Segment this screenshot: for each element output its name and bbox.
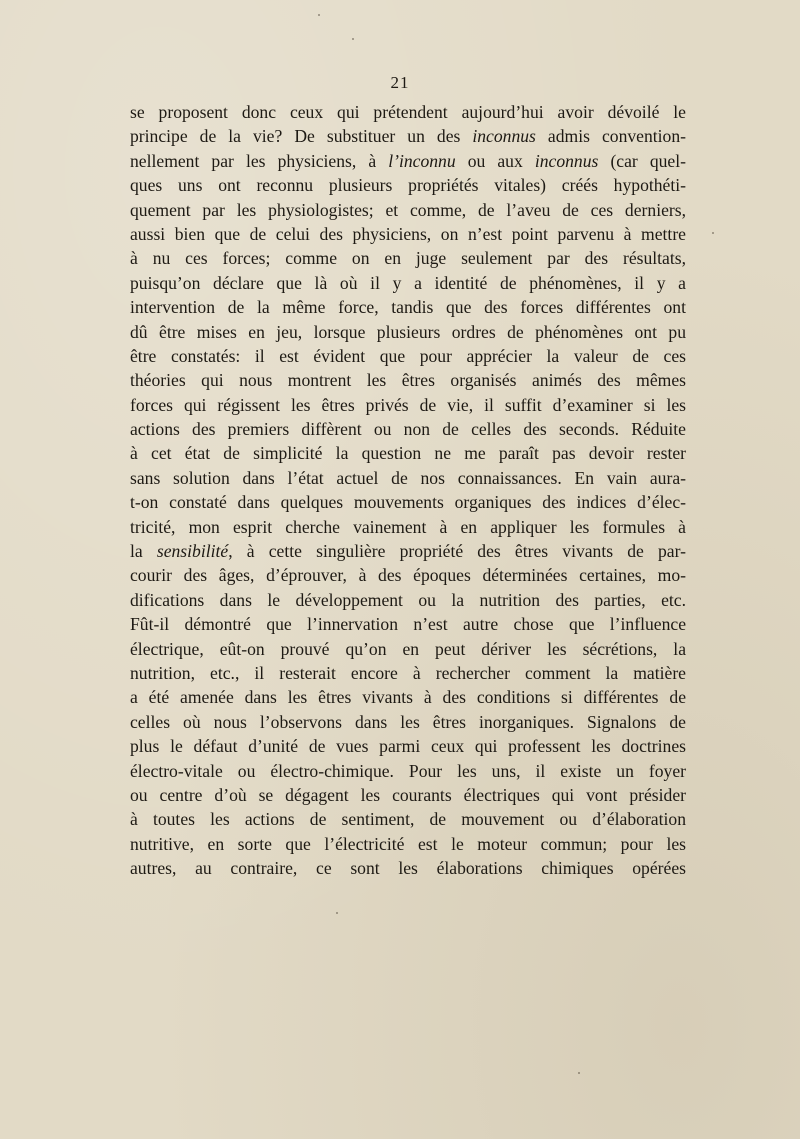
text-segment: aussi bien que de celui des physiciens, on n’est point parvenu à mettre: [130, 223, 686, 244]
text-line: [130, 344, 686, 368]
text-segment: électro-vitale ou électro-chimique. Pour les uns, il existe un foyer: [130, 760, 686, 781]
text-segment: théories qui nous montrent les êtres organisés animés des mêmes: [130, 370, 686, 391]
page-number: 21: [390, 73, 410, 92]
text-line: [130, 393, 686, 417]
text-line: [130, 149, 686, 173]
text-line: [130, 588, 686, 612]
text-line: [130, 441, 686, 465]
text-line: [130, 832, 686, 856]
paper-speck: [318, 14, 320, 16]
text-segment: a été amenée dans les êtres vivants à des conditions si différentes de: [130, 687, 686, 708]
text-segment: actions des premiers diffèrent ou non de celles des seconds. Réduite: [130, 419, 686, 440]
text-line: [130, 710, 686, 734]
text-line: [130, 100, 686, 124]
text-line: [130, 856, 686, 880]
text-line: [130, 734, 686, 758]
text-line: [130, 246, 686, 270]
text-line: [130, 466, 686, 490]
text-line: [130, 612, 686, 636]
italic-text: inconnus: [472, 126, 536, 147]
text-line: [130, 515, 686, 539]
text-line: [130, 320, 686, 344]
text-segment: plus le défaut d’unité de vues parmi ceux qui professent les doctrines: [130, 736, 686, 757]
text-segment: Fût-il démontré que l’innervation n’est autre chose que l’influence: [130, 614, 686, 635]
text-segment: à nu ces forces; comme on en juge seulement par des résultats,: [130, 248, 686, 269]
text-line: [130, 807, 686, 831]
italic-text: sensibilité: [156, 541, 229, 562]
text-segment: celles où nous l’observons dans les êtres inorganiques. Signalons de: [130, 711, 686, 732]
text-segment: principe de la vie? De substituer un des: [130, 126, 473, 147]
text-line: [130, 198, 686, 222]
text-line: [130, 783, 686, 807]
paper-speck: [336, 912, 338, 914]
italic-text: inconnus: [534, 150, 599, 171]
text-segment: admis convention-: [535, 126, 686, 147]
text-line: [130, 417, 686, 441]
text-segment: quement par les physiologistes; et comme, de l’aveu de ces derniers,: [130, 199, 686, 220]
body-text: [130, 100, 686, 881]
text-segment: (car quel-: [598, 150, 686, 171]
paper-speck: [352, 38, 354, 40]
text-line: [130, 759, 686, 783]
text-segment: ou centre d’où se dégagent les courants électriques qui vont présider: [130, 784, 686, 805]
text-segment: forces qui régissent les êtres privés de vie, il suffit d’examiner si les: [130, 394, 686, 415]
text-line: [130, 271, 686, 295]
text-segment: puisqu’on déclare que là où il y a identité de phénomènes, il y a: [130, 272, 686, 293]
text-segment: à cet état de simplicité la question ne me paraît pas devoir rester: [130, 443, 686, 464]
text-line: [130, 368, 686, 392]
text-segment: ou aux: [455, 150, 535, 171]
text-segment: intervention de la même force, tandis que des forces différentes ont: [130, 297, 686, 318]
text-segment: t-on constaté dans quelques mouvements organiques des indices d’élec-: [130, 492, 686, 513]
text-segment: , à cette singulière propriété des êtres vivants de par-: [228, 541, 686, 562]
italic-text: l’inconnu: [388, 150, 456, 171]
text-segment: être constatés: il est évident que pour apprécier la valeur de ces: [130, 345, 686, 366]
text-line: [130, 222, 686, 246]
text-segment: nellement par les physiciens, à: [130, 150, 389, 171]
text-segment: difications dans le développement ou la nutrition des parties, etc.: [130, 589, 686, 610]
text-line: [130, 539, 686, 563]
text-line: [130, 173, 686, 197]
text-segment: nutritive, en sorte que l’électricité est le moteur commun; pour les: [130, 833, 686, 854]
text-segment: courir des âges, d’éprouver, à des époques déterminées certaines, mo-: [130, 565, 686, 586]
text-line: [130, 490, 686, 514]
text-segment: tricité, mon esprit cherche vainement à en appliquer les formules à: [130, 516, 686, 537]
text-segment: dû être mises en jeu, lorsque plusieurs ordres de phénomènes ont pu: [130, 321, 686, 342]
text-segment: à toutes les actions de sentiment, de mouvement ou d’élaboration: [130, 809, 686, 830]
text-line: [130, 124, 686, 148]
paper-speck: [578, 1072, 580, 1074]
text-segment: sans solution dans l’état actuel de nos connaissances. En vain aura-: [130, 467, 686, 488]
text-line: [130, 661, 686, 685]
text-segment: électrique, eût-on prouvé qu’on en peut dériver les sécrétions, la: [130, 638, 686, 659]
text-segment: nutrition, etc., il resterait encore à rechercher comment la matière: [130, 662, 686, 683]
text-line: [130, 637, 686, 661]
paper-speck: [712, 232, 714, 234]
text-segment: la: [130, 541, 157, 562]
text-segment: autres, au contraire, ce sont les élaborations chimiques opérées: [130, 858, 686, 879]
text-line: [130, 685, 686, 709]
text-segment: se proposent donc ceux qui prétendent aujourd’hui avoir dévoilé le: [130, 102, 686, 122]
text-line: [130, 295, 686, 319]
text-segment: ques uns ont reconnu plusieurs propriétés vitales) créés hypothéti-: [130, 175, 686, 196]
text-line: [130, 563, 686, 587]
